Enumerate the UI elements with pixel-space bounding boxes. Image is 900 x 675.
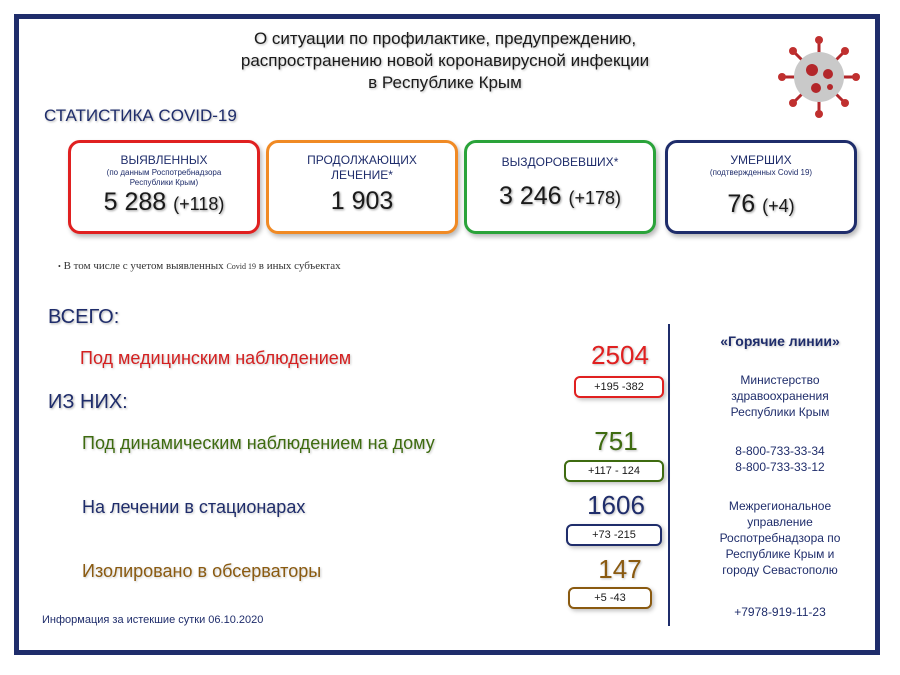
rpn-phone[interactable]: +7978-919-11-23 bbox=[734, 605, 826, 619]
row-medical-observation-delta: +195 -382 bbox=[574, 376, 664, 398]
card-on-treatment-label-1: ПРОДОЛЖАЮЩИХ bbox=[307, 153, 417, 167]
card-deaths-delta: (+4) bbox=[762, 196, 795, 216]
rpn-line-4: Республике Крым и bbox=[725, 547, 835, 561]
phone-1[interactable]: 8-800-733-33-34 bbox=[735, 444, 825, 458]
card-detected-sub-1: (по данным Роспотребнадзора bbox=[106, 168, 222, 177]
row-hospital-label: На лечении в стационарах bbox=[82, 497, 306, 517]
hotlines-ministry bbox=[690, 372, 870, 420]
row-observatory-label: Изолировано в обсерваторы bbox=[82, 561, 322, 581]
card-deaths-label: УМЕРШИХ bbox=[730, 153, 792, 167]
row-home-observation-delta: +117 - 124 bbox=[564, 460, 664, 482]
hotlines-title: «Горячие линии» bbox=[720, 333, 840, 349]
card-detected-value: 5 288 bbox=[103, 188, 167, 216]
row-observatory-delta: +5 -43 bbox=[568, 587, 652, 609]
ministry-line-3: Республики Крым bbox=[730, 405, 830, 419]
title-line-2: распространению новой коронавирусной инфекции bbox=[240, 51, 650, 70]
rpn-line-3: Роспотребнадзора по bbox=[719, 531, 841, 545]
statistics-heading: СТАТИСТИКА COVID-19 bbox=[44, 106, 237, 125]
info-date: Информация за истекшие сутки 06.10.2020 bbox=[42, 614, 264, 626]
row-medical-observation-label: Под медицинским наблюдением bbox=[80, 348, 352, 368]
rpn-line-2: управление bbox=[747, 515, 813, 529]
total-heading: ВСЕГО: bbox=[48, 306, 120, 328]
row-hospital-count: 1606 bbox=[587, 490, 645, 520]
footnote-small: Covid 19 bbox=[226, 262, 256, 271]
title-line-3: в Республике Крым bbox=[368, 73, 522, 92]
phone-2[interactable]: 8-800-733-33-12 bbox=[735, 460, 825, 474]
rpn-line-1: Межрегиональное bbox=[728, 499, 832, 513]
divider-line bbox=[668, 324, 670, 626]
footnote bbox=[58, 260, 341, 272]
card-detected-delta: (+118) bbox=[173, 194, 225, 214]
card-deaths-value: 76 bbox=[727, 190, 756, 218]
footnote-text-2: в иных субъектах bbox=[258, 260, 341, 272]
card-on-treatment bbox=[266, 140, 458, 234]
card-on-treatment-value: 1 903 bbox=[330, 187, 394, 215]
ministry-line-2: здравоохранения bbox=[731, 389, 829, 403]
rpn-line-5: городу Севастополю bbox=[722, 563, 838, 577]
coronavirus-icon bbox=[776, 34, 862, 120]
row-hospital-delta: +73 -215 bbox=[566, 524, 662, 546]
row-observatory-count: 147 bbox=[598, 554, 642, 584]
row-home-observation-label: Под динамическим наблюдением на дому bbox=[82, 433, 435, 453]
row-medical-observation-count: 2504 bbox=[591, 340, 649, 370]
footnote-bullet: • bbox=[58, 262, 61, 271]
card-detected bbox=[68, 140, 260, 234]
card-recovered-label: ВЫЗДОРОВЕВШИХ* bbox=[501, 155, 619, 169]
page-title bbox=[180, 28, 710, 94]
card-deaths-sub: (подтвержденных Covid 19) bbox=[709, 168, 813, 177]
card-on-treatment-label-2: ЛЕЧЕНИЕ* bbox=[331, 168, 393, 182]
card-recovered bbox=[464, 140, 656, 234]
of-them-heading: ИЗ НИХ: bbox=[48, 391, 128, 413]
footnote-text-1: В том числе с учетом выявленных bbox=[63, 260, 224, 272]
card-recovered-delta: (+178) bbox=[568, 188, 622, 208]
card-recovered-value: 3 246 bbox=[498, 182, 562, 210]
hotlines-phones bbox=[690, 443, 870, 475]
card-detected-sub-2: Республики Крым) bbox=[129, 178, 199, 187]
card-deaths bbox=[665, 140, 857, 234]
ministry-line-1: Министерство bbox=[740, 373, 820, 387]
title-line-1: О ситуации по профилактике, предупреждению, bbox=[253, 29, 637, 48]
row-home-observation-count: 751 bbox=[594, 426, 638, 456]
card-detected-label: ВЫЯВЛЕННЫХ bbox=[120, 153, 208, 167]
hotlines-rpn bbox=[690, 498, 870, 578]
